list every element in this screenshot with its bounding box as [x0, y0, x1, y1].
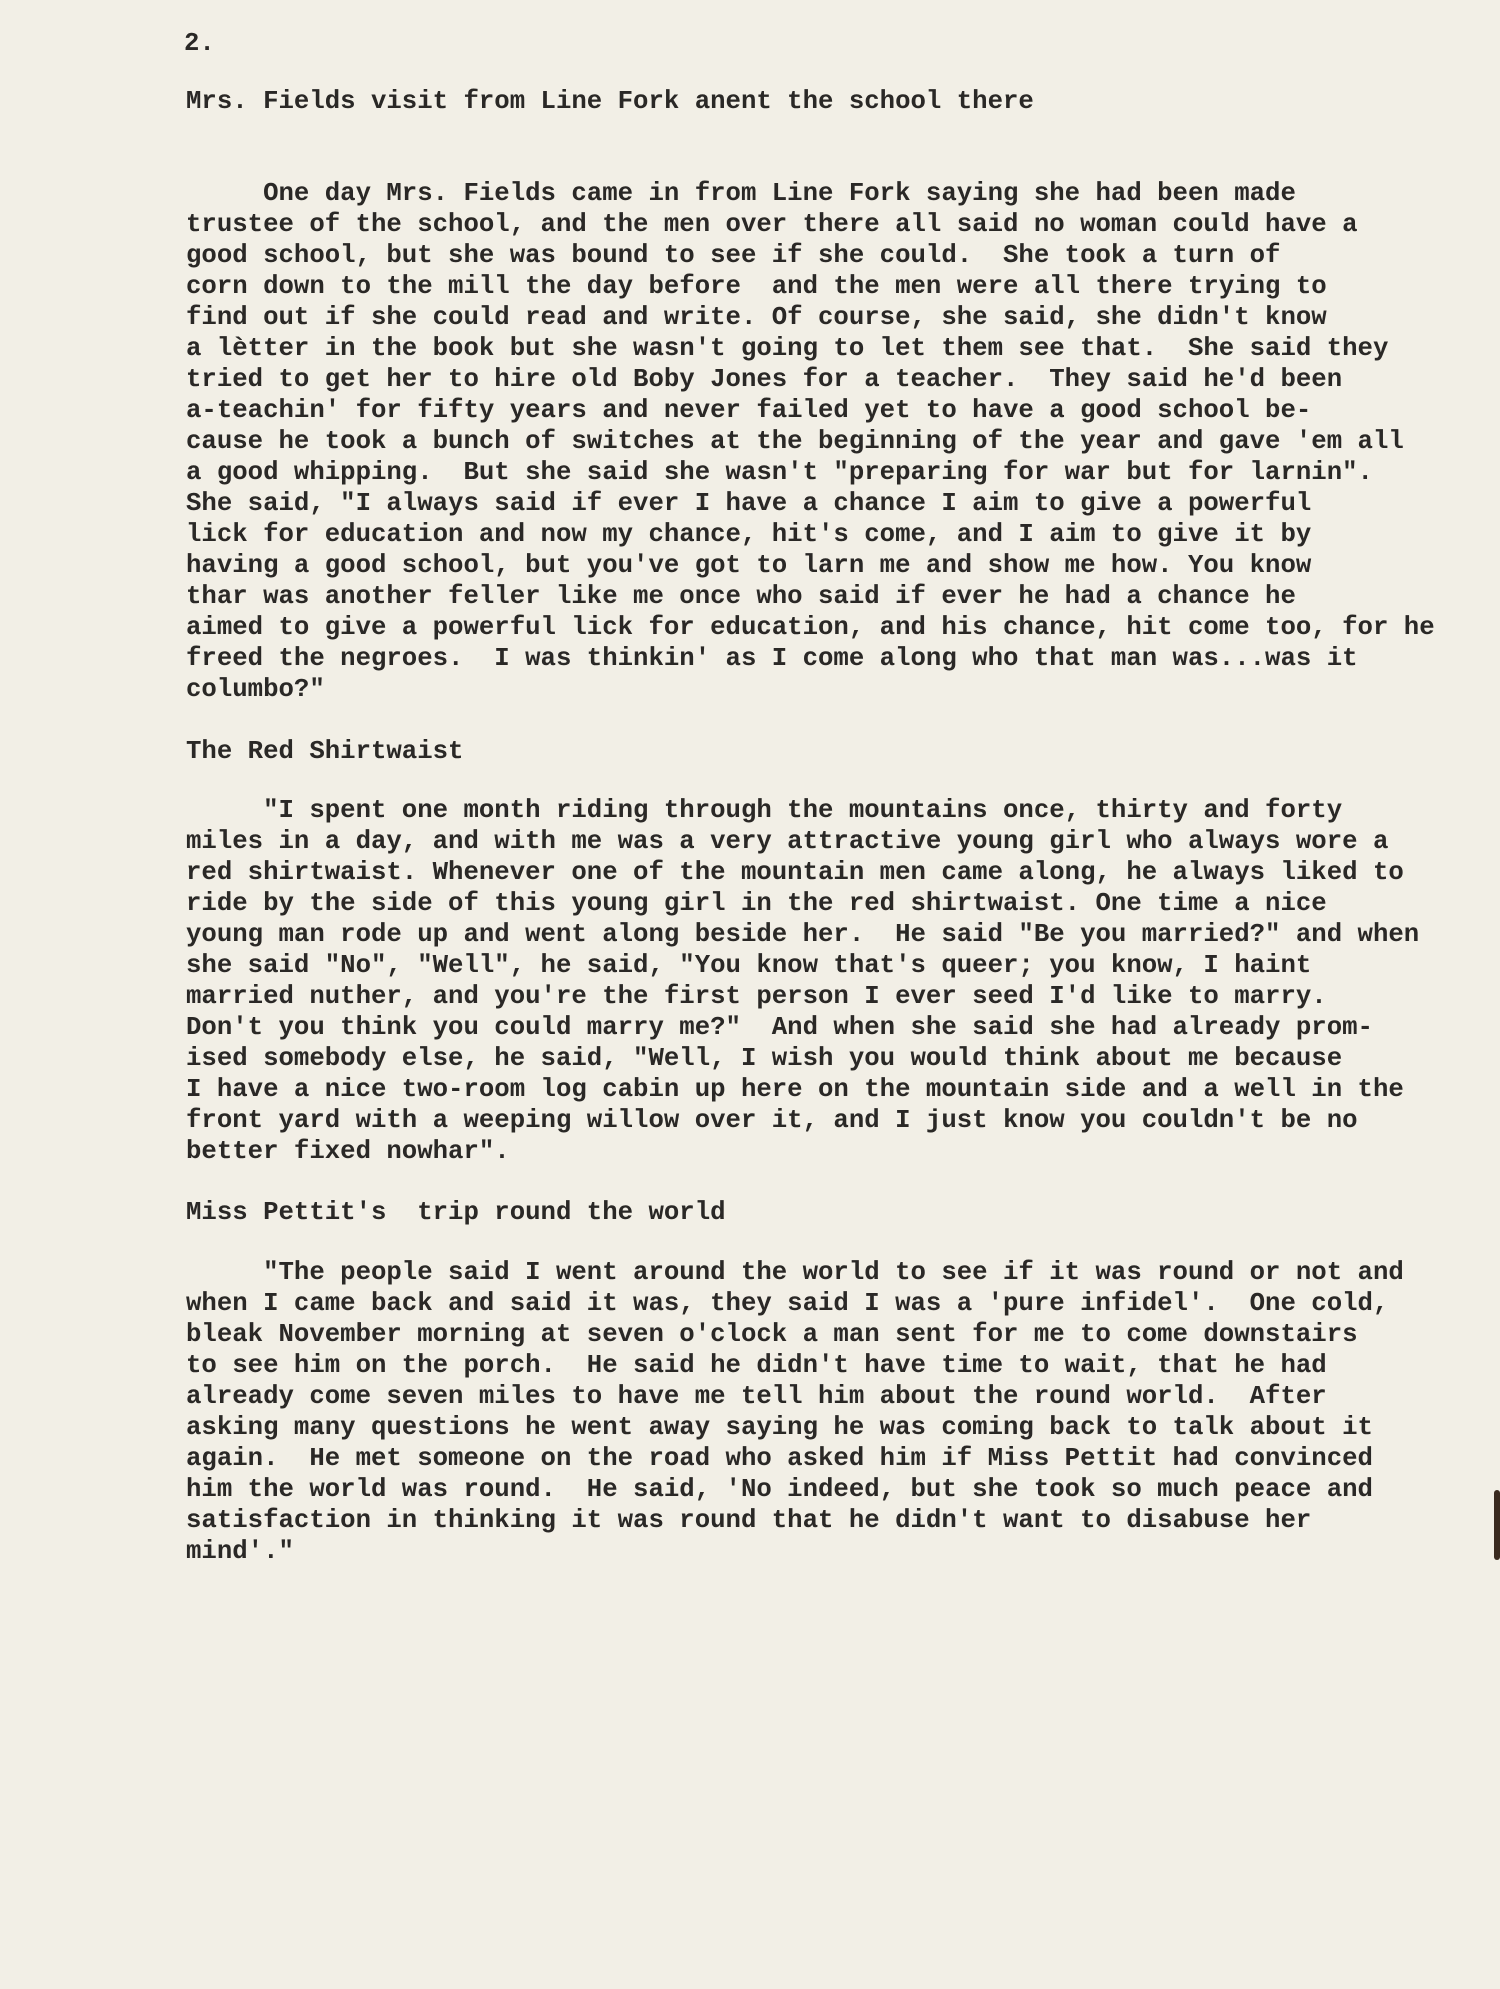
text-line: She said, "I always said if ever I have a chance I aim to give a powerful: [186, 489, 1312, 518]
section-body-red-shirtwaist: [186, 795, 1419, 1167]
text-line: asking many questions he went away saying he was coming back to talk about it: [186, 1413, 1373, 1442]
section-heading-mrs-fields: Mrs. Fields visit from Line Fork anent the school there: [186, 87, 1034, 116]
text-line: thar was another feller like me once who said if ever he had a chance he: [186, 582, 1296, 611]
section-body-mrs-fields: [186, 178, 1435, 705]
text-line: freed the negroes. I was thinkin' as I come along who that man was...was it: [186, 644, 1358, 673]
page-number: 2.: [184, 29, 215, 58]
text-line: I have a nice two-room log cabin up here on the mountain side and a well in the: [186, 1075, 1404, 1104]
text-line: lick for education and now my chance, hit's come, and I aim to give it by: [186, 520, 1312, 549]
section-heading-red-shirtwaist: The Red Shirtwaist: [186, 737, 464, 766]
text-line: him the world was round. He said, 'No indeed, but she took so much peace and: [186, 1475, 1373, 1504]
text-line: better fixed nowhar".: [186, 1137, 510, 1166]
text-line: again. He met someone on the road who asked him if Miss Pettit had convinced: [186, 1444, 1373, 1473]
text-line: when I came back and said it was, they said I was a 'pure infidel'. One cold,: [186, 1289, 1389, 1318]
text-line: aimed to give a powerful lick for education, and his chance, hit come too, for he: [186, 613, 1435, 642]
text-line: satisfaction in thinking it was round that he didn't want to disabuse her: [186, 1506, 1312, 1535]
paper-edge-mark: [1494, 1490, 1500, 1560]
section-body-miss-pettit: [186, 1257, 1404, 1567]
text-line: bleak November morning at seven o'clock a man sent for me to come downstairs: [186, 1320, 1358, 1349]
text-line: tried to get her to hire old Boby Jones for a teacher. They said he'd been: [186, 365, 1343, 394]
section-heading-miss-pettit: Miss Pettit's trip round the world: [186, 1198, 726, 1227]
text-line: "The people said I went around the world to see if it was round or not and: [186, 1258, 1404, 1287]
text-line: corn down to the mill the day before and the men were all there trying to: [186, 272, 1327, 301]
text-line: Don't you think you could marry me?" And when she said she had already prom-: [186, 1013, 1373, 1042]
text-line: red shirtwaist. Whenever one of the mountain men came along, he always liked to: [186, 858, 1404, 887]
text-line: trustee of the school, and the men over there all said no woman could have a: [186, 210, 1358, 239]
text-line: mind'.": [186, 1537, 294, 1566]
text-line: ised somebody else, he said, "Well, I wish you would think about me because: [186, 1044, 1343, 1073]
text-line: a good whipping. But she said she wasn't "preparing for war but for larnin".: [186, 458, 1373, 487]
text-line: to see him on the porch. He said he didn't have time to wait, that he had: [186, 1351, 1327, 1380]
text-line: front yard with a weeping willow over it, and I just know you couldn't be no: [186, 1106, 1358, 1135]
text-line: married nuther, and you're the first person I ever seed I'd like to marry.: [186, 982, 1327, 1011]
text-line: young man rode up and went along beside her. He said "Be you married?" and when: [186, 920, 1420, 949]
text-line: miles in a day, and with me was a very attractive young girl who always wore a: [186, 827, 1389, 856]
text-line: a-teachin' for fifty years and never failed yet to have a good school be-: [186, 396, 1312, 425]
text-line: having a good school, but you've got to larn me and show me how. You know: [186, 551, 1312, 580]
text-line: "I spent one month riding through the mountains once, thirty and forty: [186, 796, 1343, 825]
text-line: cause he took a bunch of switches at the beginning of the year and gave 'em all: [186, 427, 1404, 456]
text-line: good school, but she was bound to see if she could. She took a turn of: [186, 241, 1281, 270]
text-line: One day Mrs. Fields came in from Line Fork saying she had been made: [186, 179, 1296, 208]
text-line: find out if she could read and write. Of course, she said, she didn't know: [186, 303, 1327, 332]
text-line: ride by the side of this young girl in the red shirtwaist. One time a nice: [186, 889, 1327, 918]
text-line: already come seven miles to have me tell him about the round world. After: [186, 1382, 1327, 1411]
text-line: a lètter in the book but she wasn't going to let them see that. She said they: [186, 334, 1389, 363]
text-line: columbo?": [186, 675, 325, 704]
text-line: she said "No", "Well", he said, "You know that's queer; you know, I haint: [186, 951, 1312, 980]
